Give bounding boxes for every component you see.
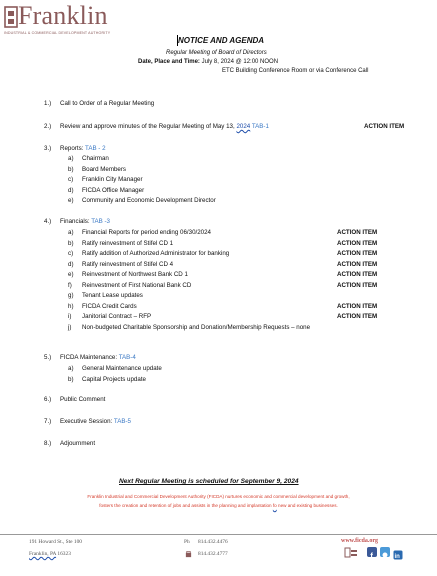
sub-letter: a) — [68, 229, 74, 236]
agenda-item — [60, 124, 269, 130]
address-zip: 16323 — [56, 551, 71, 557]
action-item-label: ACTION ITEM — [337, 313, 378, 320]
sub-letter: b) — [68, 240, 74, 247]
sub-letter: b) — [68, 166, 74, 173]
address-line-2 — [29, 551, 71, 557]
tab-reference: TAB-5 — [113, 418, 131, 425]
tab-reference: TAB - 2 — [85, 145, 106, 152]
sub-letter: c) — [68, 176, 74, 183]
misspelled-word: fo — [272, 503, 277, 508]
agenda-item-text: Review and approve minutes of the Regular Meeting of May 13, — [60, 123, 237, 130]
address-city: Franklin, PA — [29, 551, 57, 557]
tab-reference: TAB-1 — [250, 123, 269, 130]
sub-item: Tenant Lease updates — [82, 292, 143, 299]
sub-letter: c) — [68, 250, 74, 257]
mission-text: fosters the creation and retention of jobs and assists in the planning and implantation — [99, 503, 273, 508]
address-line-1: 191 Howard St., Ste 100 — [29, 539, 83, 545]
fax-number: 814.432.4777 — [198, 551, 228, 557]
sub-item: Ratify reinvestment of Stifel CD 4 — [82, 261, 174, 268]
sub-item: Financial Reports for period ending 06/30/2024 — [82, 229, 211, 236]
sub-letter: a) — [68, 155, 74, 162]
tab-reference: TAB -3 — [91, 218, 110, 225]
mission-line-2 — [10, 501, 427, 510]
phone-label: Ph — [184, 539, 190, 545]
sub-letter: e) — [68, 197, 74, 204]
fax-icon — [185, 551, 192, 558]
date-value: July 8, 2024 @ 12:00 NOON — [199, 59, 279, 65]
agenda-number: 2.) — [44, 123, 52, 130]
sub-item: General Maintenance update — [82, 365, 162, 372]
sub-letter: f) — [68, 282, 72, 289]
minutes-year: 2024 — [236, 123, 251, 130]
sub-item: Board Members — [82, 166, 127, 173]
sub-item: Community and Economic Development Director — [82, 197, 216, 204]
sub-item: Franklin City Manager — [82, 176, 143, 183]
agenda-item-text: Executive Session: — [60, 418, 114, 425]
website-link[interactable]: www.ficda.org — [341, 538, 378, 544]
sub-letter: a) — [68, 365, 74, 372]
action-item-label: ACTION ITEM — [364, 123, 405, 130]
date-label: Date, Place and Time: — [138, 59, 200, 65]
next-meeting-notice: Next Regular Meeting is scheduled for September 9, 2024 — [119, 478, 299, 485]
ficda-logo — [2, 2, 120, 42]
action-item-label: ACTION ITEM — [337, 261, 378, 268]
action-item-label: ACTION ITEM — [337, 282, 378, 289]
action-item-label: ACTION ITEM — [337, 303, 378, 310]
agenda-item — [60, 419, 131, 425]
agenda-number: 7.) — [44, 418, 52, 425]
page-title: NOTICE AND AGENDA — [178, 36, 265, 45]
meeting-location: ETC Building Conference Room or via Conference Call — [222, 68, 369, 74]
mission-line-1: Franklin Industrial and Commercial Development Authority (FICDA) nurtures economic and commercial development and growth, — [87, 494, 350, 499]
meeting-date — [138, 59, 278, 65]
facebook-icon[interactable] — [367, 547, 377, 560]
agenda-number: 8.) — [44, 440, 52, 447]
logo-tagline: INDUSTRIAL & COMMERCIAL DEVELOPMENT AUTHORITY — [4, 31, 111, 35]
phone-number: 814.432.4476 — [198, 539, 228, 545]
sub-letter: d) — [68, 261, 74, 268]
agenda-item: Adjournment — [60, 440, 96, 447]
agenda-number: 1.) — [44, 100, 52, 107]
agenda-number: 6.) — [44, 396, 52, 403]
agenda-item: Call to Order of a Regular Meeting — [60, 100, 155, 107]
agenda-item — [60, 355, 136, 361]
action-item-label: ACTION ITEM — [337, 229, 378, 236]
svg-text:f: f — [370, 551, 373, 560]
share-icon[interactable] — [380, 547, 390, 557]
linkedin-icon[interactable] — [393, 547, 403, 560]
agenda-item-text: FICDA Maintenance: — [60, 354, 119, 361]
action-item-label: ACTION ITEM — [337, 240, 378, 247]
sub-letter: d) — [68, 187, 74, 194]
logo-name: Franklin — [18, 1, 108, 30]
sub-item: FICDA Office Manager — [82, 187, 145, 194]
mission-text: new and existing businesses. — [276, 503, 338, 508]
meeting-subtitle: Regular Meeting of Board of Directors — [166, 50, 267, 56]
agenda-item-text: Reports: — [60, 145, 85, 152]
footer-divider — [0, 534, 437, 535]
sub-item: Reinvestment of First National Bank CD — [82, 282, 192, 289]
action-item-label: ACTION ITEM — [337, 250, 378, 257]
agenda-number: 5.) — [44, 354, 52, 361]
sub-letter: b) — [68, 376, 74, 383]
sub-letter: j) — [68, 324, 72, 331]
agenda-item: Public Comment — [60, 396, 106, 403]
sub-item: Capital Projects update — [82, 376, 146, 383]
sub-item: Reinvestment of Northwest Bank CD 1 — [82, 271, 188, 278]
agenda-item — [60, 146, 106, 152]
sub-letter: e) — [68, 271, 74, 278]
sub-item: Ratify addition of Authorized Administrator for banking — [82, 250, 230, 257]
agenda-item — [60, 219, 110, 225]
sub-letter: h) — [68, 303, 74, 310]
sub-item: FICDA Credit Cards — [82, 303, 137, 310]
action-item-label: ACTION ITEM — [337, 271, 378, 278]
mission-statement — [10, 492, 427, 510]
sub-item: Chairman — [82, 155, 109, 162]
tab-reference: TAB-4 — [118, 354, 136, 361]
franklin-logo-mark-icon — [4, 6, 18, 28]
franklin-badge-icon — [344, 547, 358, 559]
agenda-number: 4.) — [44, 218, 52, 225]
sub-item: Janitorial Contract – RFP — [82, 313, 152, 320]
sub-item: Ratify reinvestment of Stifel CD 1 — [82, 240, 174, 247]
sub-item: Non-budgeted Charitable Sponsorship and Donation/Membership Requests – none — [82, 324, 311, 331]
agenda-item-text: Financials: — [60, 218, 92, 225]
svg-text:in: in — [394, 554, 400, 560]
sub-letter: g) — [68, 292, 74, 299]
agenda-number: 3.) — [44, 145, 52, 152]
sub-letter: i) — [68, 313, 72, 320]
